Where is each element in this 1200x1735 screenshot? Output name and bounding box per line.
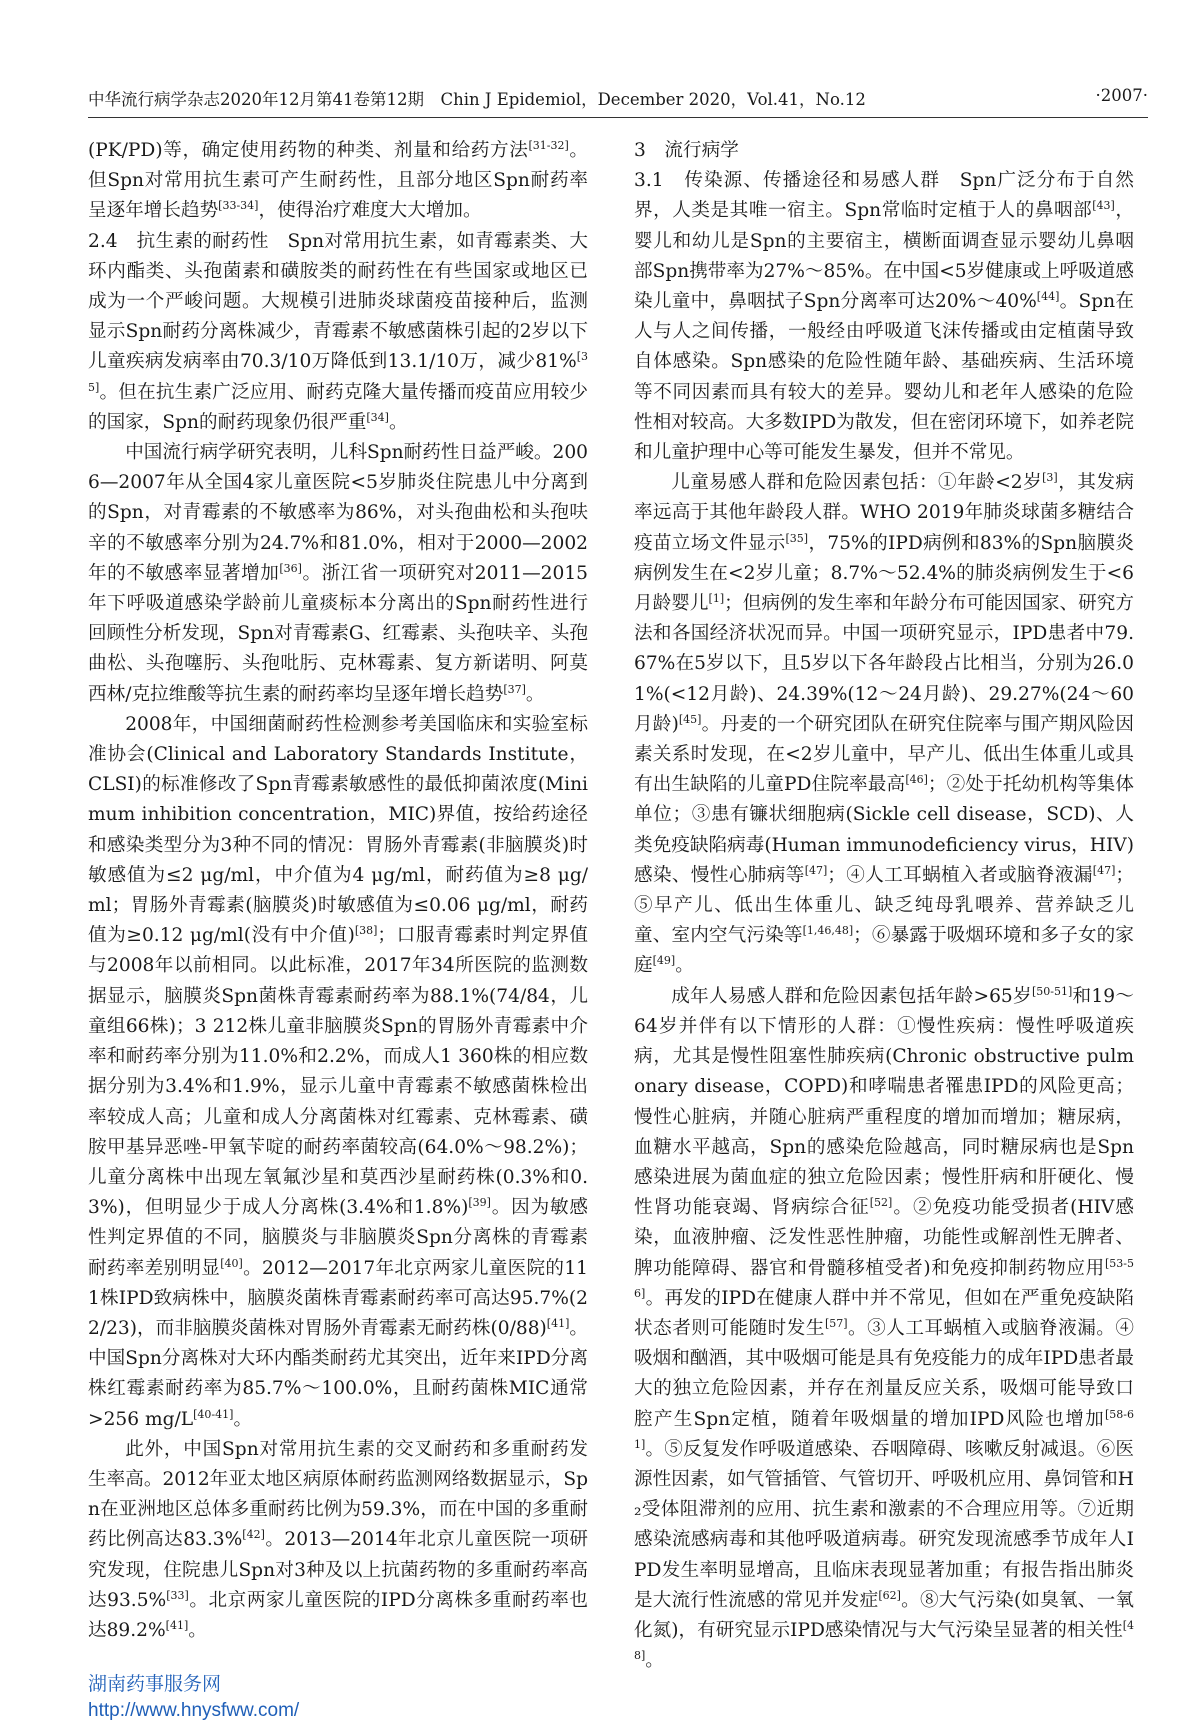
- citation-ref: [62]: [878, 1588, 901, 1602]
- citation-ref: [41]: [165, 1618, 189, 1632]
- left-column: [88, 136, 588, 1646]
- text-run: 中国流行病学研究表明，儿科Spn耐药性日益严峻。2006—2007年从全国4家儿童医院<5岁肺炎住院患儿中分离到的Spn，对青霉素的不敏感率为86%，对头孢曲松和头孢呋辛的不敏感率分别为24.7%和81.0%，相对于2000—2002年的不敏感率显著增加: [88, 442, 588, 584]
- text-run: 。2012—2017年北京两家儿童医院的111株IPD致病株中，脑膜炎菌株青霉素耐药率可高达95.7%(22/23)，而非脑膜炎菌株对胃肠外青霉素无耐药株(0/88): [88, 1257, 588, 1339]
- citation-ref: [49]: [652, 954, 676, 968]
- paragraph: [634, 982, 1134, 1677]
- text-run: 。丹麦的一个研究团队在研究住院率与围产期风险因素关系时发现，在<2岁儿童中，早产儿、低出生体重儿或具有出生缺陷的儿童PD住院率最高: [634, 713, 1134, 796]
- text-run: ，其发病率远高于其他年龄段人群。WHO 2019年肺炎球菌多糖结合疫苗立场文件显示: [634, 472, 1134, 554]
- text-run: 。③人工耳蜗植入或脑脊液漏。④吸烟和酗酒，其中吸烟可能是具有免疫能力的成年IPD患者最大的独立危险因素，并存在剂量反应关系，吸烟可能导致口腔产生Spn定植，随着年吸烟量的增加IPD风险也增加: [634, 1317, 1134, 1430]
- citation-ref: [57]: [824, 1316, 848, 1330]
- citation-ref: [31-32]: [528, 138, 569, 152]
- text-run: 。: [525, 683, 545, 705]
- journal-citation: 中华流行病学杂志2020年12月第41卷第12期 Chin J Epidemiol，December 2020，Vol.41，No.12: [88, 90, 866, 109]
- page-number: ·2007·: [1095, 86, 1148, 105]
- text-run: ；但病例的发生率和年龄分布可能因国家、研究方法和各国经济状况而异。中国一项研究显示，IPD患者中79.67%在5岁以下，且5岁以下各年龄段占比相当，分别为26.01%(<12月龄)、24.39%(12～24月龄)、29.27%(24～60月龄): [634, 593, 1134, 735]
- citation-ref: [52]: [869, 1195, 893, 1209]
- text-run: 。2013—2014年北京儿童医院一项研究发现，住院患儿Spn对3种及以上抗菌药物的多重耐药率高达93.5%: [88, 1529, 589, 1611]
- text-run: 。: [233, 1408, 253, 1430]
- paragraph: [88, 227, 588, 438]
- citation-ref: [38]: [354, 924, 378, 938]
- running-header: [88, 86, 1148, 112]
- text-run: 。⑧大气污染(如臭氧、一氧化氮)，有研究显示IPD感染情况与大气污染呈显著的相关性: [634, 1589, 1134, 1641]
- paragraph: [88, 438, 588, 710]
- text-run: 。⑤反复发作呼吸道感染、吞咽障碍、咳嗽反射减退。⑥医源性因素，如气管插管、气管切开、呼吸机应用、鼻饲管和H₂受体阻滞剂的应用、抗生素和激素的不合理应用等。⑦近期感染流感病毒和其他呼吸道病毒。研究发现流感季节成年人IPD发生率明显增高，且临床表现显著加重；有报告指出肺炎是大流行性流感的常见并发症: [634, 1438, 1134, 1611]
- citation-ref: [43]: [1092, 199, 1115, 213]
- text-run: ；②处于托幼机构等集体单位；③患有镰状细胞病(Sickle cell disease，SCD)、人类免疫缺陷病毒(Human immunodeficiency virus，HIV)感染、慢性心肺病等: [634, 774, 1134, 886]
- watermark-site-url[interactable]: http://www.hnysfww.com/: [88, 1700, 300, 1721]
- paragraph: [88, 136, 588, 227]
- citation-ref: [42]: [242, 1528, 265, 1542]
- paragraph: [634, 136, 1134, 166]
- paragraph: [88, 710, 588, 1435]
- citation-ref: [47]: [804, 863, 828, 877]
- citation-ref: [35]: [785, 531, 809, 545]
- citation-ref: [39]: [468, 1195, 491, 1209]
- citation-ref: [3]: [1042, 471, 1058, 485]
- citation-ref: [44]: [1036, 289, 1060, 303]
- citation-ref: [37]: [503, 682, 526, 696]
- watermark-site-name: 湖南药事服务网: [88, 1674, 222, 1695]
- footer-watermark[interactable]: [88, 1672, 299, 1724]
- text-run: 。Spn在人与人之间传播，一般经由呼吸道飞沫传播或由定植菌导致自体感染。Spn感染的危险性随年龄、基础疾病、生活环境等不同因素而具有较大的差异。婴幼儿和老年人感染的危险性相对较高。大多数IPD为散发，但在密闭环境下，如养老院和儿童护理中心等可能发生暴发，但并不常见。: [634, 291, 1134, 464]
- citation-ref: [34]: [366, 410, 389, 424]
- text-run: ；⑤早产儿、低出生体重儿、缺乏纯母乳喂养、营养缺乏儿童、室内空气污染等: [634, 864, 1134, 947]
- text-run: 儿童易感人群和危险因素包括：①年龄<2岁: [671, 472, 1043, 494]
- citation-ref: [46]: [905, 773, 928, 787]
- text-run: 。北京两家儿童医院的IPD分离株多重耐药率也达89.2%: [88, 1589, 588, 1641]
- citation-ref: [36]: [279, 561, 302, 575]
- text-run: 。再发的IPD在健康人群中并不常见，但如在严重免疫缺陷状态者则可能随时发生: [634, 1287, 1134, 1339]
- citation-ref: [45]: [678, 712, 702, 726]
- citation-ref: [1,46,48]: [802, 924, 854, 938]
- text-run: 。: [388, 411, 408, 433]
- text-run: 此外，中国Spn对常用抗生素的交叉耐药和多重耐药发生率高。2012年亚太地区病原体耐药监测网络数据显示，Spn在亚洲地区总体多重耐药比例为59.3%，而在中国的多重耐药比例高达83.3%: [88, 1438, 588, 1551]
- text-run: 。因为敏感性判定界值的不同，脑膜炎与非脑膜炎Spn分离株的青霉素耐药率差别明显: [88, 1197, 588, 1279]
- text-run: 。: [188, 1619, 207, 1641]
- text-run: (PK/PD)等，确定使用药物的种类、剂量和给药方法: [88, 140, 529, 161]
- text-run: 。但Spn对常用抗生素可产生耐药性，且部分地区Spn耐药率呈逐年增长趋势: [88, 140, 588, 222]
- text-run: 。: [675, 955, 694, 977]
- paragraph: [634, 166, 1134, 468]
- citation-ref: [47]: [1092, 863, 1116, 877]
- text-run: 。: [645, 1650, 664, 1672]
- text-run: 和19～64岁并伴有以下情形的人群：①慢性疾病：慢性呼吸道疾病，尤其是慢性阻塞性肺疾病(Chronic obstructive pulmonary disease，COPD)和哮喘患者罹患IPD的风险更高；慢性心脏病，并随心脏病严重程度的增加而增加；糖尿病，血糖水平越高，Spn的感染危险越高，同时糖尿病也是Spn感染进展为菌血症的独立危险因素；慢性肝病和肝硬化、慢性肾功能衰竭、肾病综合征: [634, 985, 1134, 1219]
- text-run: ；口服青霉素时判定界值与2008年以前相同。以此标准，2017年34所医院的监测数据显示，脑膜炎Spn菌株青霉素耐药率为88.1%(74/84，儿童组66株)；3 212株儿童非脑膜炎Spn的胃肠外青霉素中介率和耐药率分别为11.0%和2.2%，而成人1 360株的相应数据分别为3.4%和1.9%，显示儿童中青霉素不敏感菌株检出率较成人高；儿童和成人分离菌株对红霉素、克林霉素、磺胺甲基异恶唑-甲氧苄啶的耐药率菌较高(64.0%～98.2%)；儿童分离株中出现左氧氟沙星和莫西沙星耐药株(0.3%和0.3%)，但明显少于成人分离株(3.4%和1.8%): [88, 925, 588, 1219]
- citation-ref: [53-56]: [634, 1256, 1134, 1300]
- text-run: 3.1 传染源、传播途径和易感人群 Spn广泛分布于自然界，人类是其唯一宿主。Spn常临时定植于人的鼻咽部: [634, 170, 1134, 222]
- citation-ref: [40]: [220, 1256, 243, 1270]
- citation-ref: [41]: [546, 1316, 570, 1330]
- citation-ref: [33]: [166, 1588, 189, 1602]
- text-run: ；⑥暴露于吸烟环境和多子女的家庭: [634, 925, 1134, 977]
- citation-ref: [58-61]: [634, 1407, 1134, 1451]
- citation-ref: [35]: [88, 350, 588, 394]
- text-run: 成年人易感人群和危险因素包括年龄>65岁: [671, 985, 1032, 1007]
- text-run: ；④人工耳蜗植入者或脑脊液漏: [827, 864, 1093, 886]
- text-run: 。但在抗生素广泛应用、耐药克隆大量传播而疫苗应用较少的国家，Spn的耐药现象仍很严重: [88, 381, 588, 433]
- text-run: 。中国Spn分离株对大环内酯类耐药尤其突出，近年来IPD分离株红霉素耐药率为85.7%～100.0%，且耐药菌株MIC通常>256 mg/L: [88, 1317, 588, 1430]
- paragraph: [88, 1435, 588, 1646]
- text-run: ，75%的IPD病例和83%的Spn脑膜炎病例发生在<2岁儿童；8.7%～52.4%的肺炎病例发生于<6月龄婴儿: [634, 532, 1134, 615]
- citation-ref: [33-34]: [218, 199, 259, 213]
- citation-ref: [1]: [708, 591, 725, 605]
- header-rule: [88, 117, 1148, 118]
- right-column: [634, 136, 1134, 1676]
- text-run: 3 流行病学: [634, 140, 739, 161]
- text-run: ，使得治疗难度大大增加。: [258, 200, 482, 222]
- text-run: 。②免疫功能受损者(HIV感染，血液肿瘤、泛发性恶性肿瘤，功能性或解剖性无脾者、脾功能障碍、器官和骨髓移植受者)和免疫抑制药物应用: [634, 1197, 1134, 1279]
- text-run: ，婴儿和幼儿是Spn的主要宿主，横断面调查显示婴幼儿鼻咽部Spn携带率为27%～85%。在中国<5岁健康或上呼吸道感染儿童中，鼻咽拭子Spn分离率可达20%～40%: [634, 200, 1134, 313]
- citation-ref: [40-41]: [193, 1407, 234, 1421]
- citation-ref: [50-51]: [1031, 984, 1073, 998]
- text-run: 2.4 抗生素的耐药性 Spn对常用抗生素，如青霉素类、大环内酯类、头孢菌素和磺胺类的耐药性在有些国家或地区已成为一个严峻问题。大规模引进肺炎球菌疫苗接种后，监测显示Spn耐药分离株减少，青霉素不敏感菌株引起的2岁以下儿童疾病发病率由70.3/10万降低到13.1/10万，减少81%: [88, 230, 588, 373]
- text-run: 2008年，中国细菌耐药性检测参考美国临床和实验室标准协会(Clinical and Laboratory Standards Institute，CLSI)的标准修改了Spn青霉素敏感性的最低抑菌浓度(Minimum inhibition concentration，MIC)界值，按给药途径和感染类型分为3种不同的情况：胃肠外青霉素(非脑膜炎)时敏感值为≤2 μg/ml，中介值为4 μg/ml，耐药值为≥8 μg/ml；胃肠外青霉素(脑膜炎)时敏感值为≤0.06 μg/ml，耐药值为≥0.12 μg/ml(没有中介值): [88, 713, 588, 947]
- paragraph: [634, 468, 1134, 981]
- citation-ref: [48]: [634, 1618, 1134, 1662]
- text-run: 。浙江省一项研究对2011—2015年下呼吸道感染学龄前儿童痰标本分离出的Spn耐药性进行回顾性分析发现，Spn对青霉素G、红霉素、头孢呋辛、头孢曲松、头孢噻肟、头孢吡肟、克林霉素、复方新诺明、阿莫西林/克拉维酸等抗生素的耐药率均呈逐年增长趋势: [88, 562, 588, 705]
